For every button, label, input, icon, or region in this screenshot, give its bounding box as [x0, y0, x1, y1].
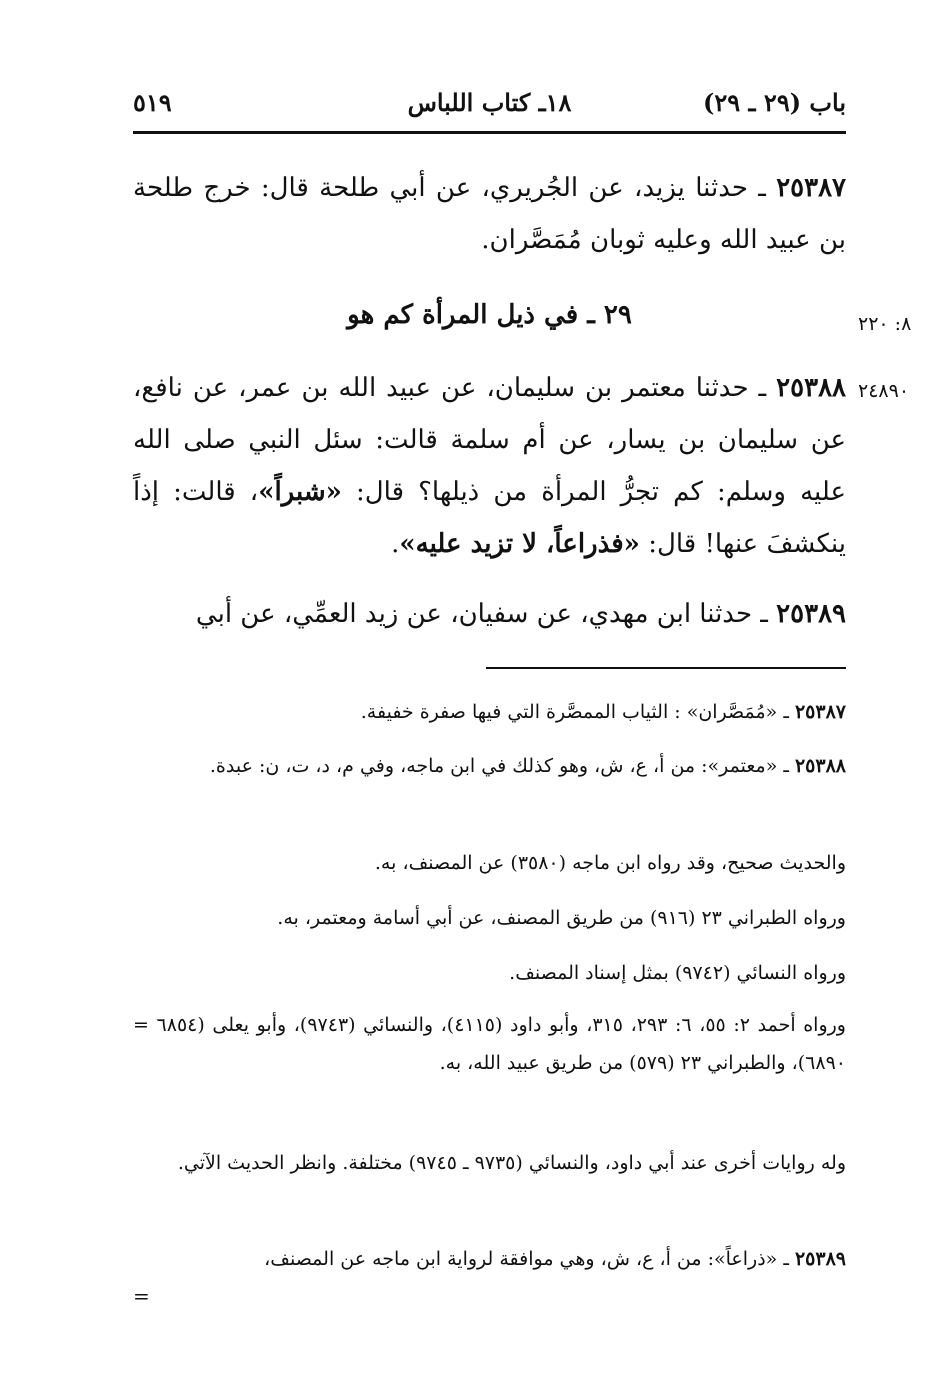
hadith-25387	[133, 162, 846, 266]
hadith-number: ٢٥٣٨٧	[776, 173, 847, 203]
hadith-text: ـ حدثنا يزيد، عن الجُريري، عن أبي طلحة قال: خرج طلحة بن عبيد الله وعليه ثوبان مُمَصَّران.	[133, 173, 846, 255]
footnote-line: ورواه النسائي (٩٧٤٢) بمثل إسناد المصنف.	[509, 962, 846, 984]
prophet-quote: «شبراً»	[258, 477, 342, 507]
hadith-text: ـ حدثنا معتمر بن سليمان، عن عبيد الله بن عمر، عن نافع، عن سليمان بن يسار، عن أم سلمة قالت: سئل النبي صلى الله عليه وسلم: كم تجرُّ المرأة من ذيلها؟ قال:	[133, 373, 846, 507]
hadith-text: ـ حدثنا ابن مهدي، عن سفيان، عن زيد العمِّي، عن أبي	[195, 599, 768, 629]
continuation-mark: =	[133, 1284, 150, 1308]
hadith-number: ٢٥٣٨٩	[776, 599, 846, 629]
footnote-25388	[133, 747, 846, 785]
footnote-line: ورواه الطبراني ٢٣ (٩١٦) من طريق المصنف، عن أبي أسامة ومعتمر، به.	[277, 907, 846, 929]
chapter-range: باب (٢٩ ـ ٢٩)	[703, 88, 846, 117]
margin-hadith-reference: ٢٤٨٩٠	[858, 380, 910, 402]
footnote-25387	[133, 693, 846, 731]
footnote-line: ورواه أحمد ٢: ٥٥، ٦: ٢٩٣، ٣١٥، وأبو داود (٤١١٥)، والنسائي (٩٧٤٣)، وأبو يعلى (٦٨٥٤ = ٦٨٩٠)، والطبراني ٢٣ (٥٧٩) من طريق عبيد الله، به.	[133, 1014, 846, 1074]
footnote-number: ٢٥٣٨٩	[794, 1248, 846, 1270]
footnote-text: ـ «معتمر»: من أ، ع، ش، وهو كذلك في ابن ماجه، وفي م، د، ت، ن: عبدة.	[209, 755, 789, 777]
footnote-text: ـ «ذراعاً»: من أ، ع، ش، وهي موافقة لرواية ابن ماجه عن المصنف،	[264, 1248, 789, 1270]
footnote-25389	[133, 1240, 846, 1278]
footnote-text: ـ «مُمَصَّران» : الثياب الممصَّرة التي فيها صفرة خفيفة.	[360, 701, 789, 723]
hadith-text: .	[391, 529, 400, 559]
page-number: ٥١٩	[133, 88, 172, 117]
book-title: ١٨ـ كتاب اللباس	[407, 88, 572, 117]
header-rule	[133, 131, 846, 134]
hadith-number: ٢٥٣٨٨	[776, 373, 846, 403]
footnote-line: وله روايات أخرى عند أبي داود، والنسائي (٩٧٣٥ ـ ٩٧٤٥) مختلفة. وانظر الحديث الآتي.	[177, 1152, 846, 1174]
footnote-number: ٢٥٣٨٧	[794, 701, 846, 723]
hadith-25389	[133, 588, 846, 640]
prophet-quote: «فذراعاً، لا تزيد عليه»	[399, 529, 640, 559]
footnote-line: والحديث صحيح، وقد رواه ابن ماجه (٣٥٨٠) عن المصنف، به.	[374, 852, 846, 874]
margin-reference: ٨: ٢٢٠	[858, 313, 912, 335]
page-header	[133, 88, 846, 128]
footnote-number: ٢٥٣٨٨	[794, 755, 846, 777]
chapter-title: ٢٩ ـ في ذيل المرأة كم هو	[347, 300, 632, 330]
hadith-25388	[133, 362, 846, 570]
hadith-text: ، قالت: إذاً ينكشفَ عنها! قال:	[133, 477, 846, 559]
footnote-separator	[486, 667, 846, 669]
